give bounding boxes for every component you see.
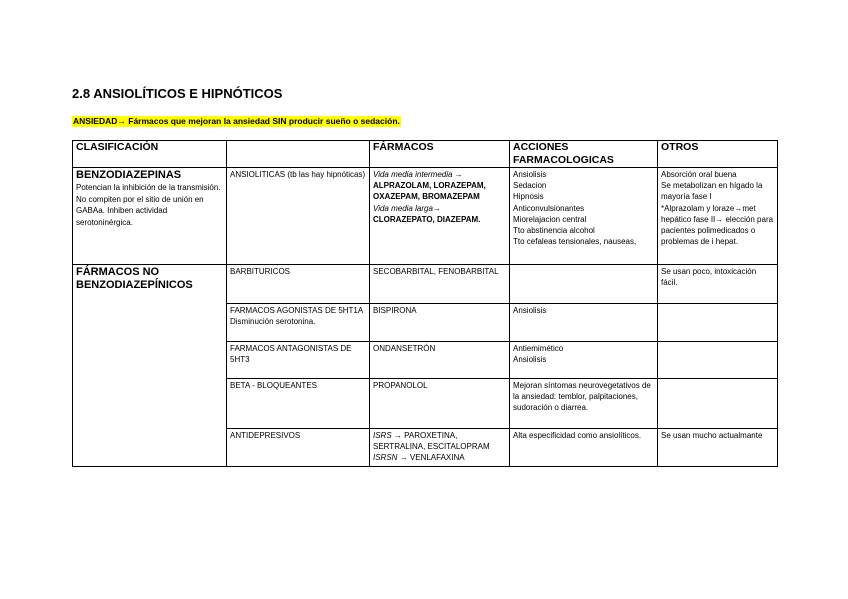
header-clasificacion: CLASIFICACIÓN [73, 141, 227, 168]
acciones-cell: Mejoran síntomas neurovegetativos de la ansiedad: temblor, palpitaciones, sudoración o diarrea. [510, 379, 658, 429]
benzo-larga-label: Vida media larga→ [373, 203, 441, 213]
farmacos-cell [370, 429, 510, 467]
farmacos-cell: ONDANSETRÓN [370, 342, 510, 379]
acciones-cell: Antiemimético Ansiolisis [510, 342, 658, 379]
acciones-cell: Alta especificidad como ansiolíticos. [510, 429, 658, 467]
list-item: Se metabolizan en hígado la mayoría fase I [661, 181, 763, 202]
list-item: Tto abstinencia alcohol [513, 226, 595, 236]
arrow-icon: → [117, 116, 126, 126]
farmacos-cell: BISPIRONA [370, 304, 510, 342]
benzo-intermedia-drugs: ALPRAZOLAM, LORAZEPAM, OXAZEPAM, BROMAZEPAM [373, 181, 486, 202]
intro-term: ANSIEDAD [73, 116, 118, 126]
list-item: Sedacion [513, 181, 547, 191]
subclass-note: Disminución serotonina. [230, 317, 316, 327]
farmacos-cell: SECOBARBITAL, FENOBARBITAL [370, 265, 510, 304]
otros-cell: Se usan poco, intoxicación fácil. [658, 265, 778, 304]
list-item: Miorelajacion central [513, 214, 587, 224]
intro-text: Fármacos que mejoran la ansiedad SIN producir sueño o sedación. [125, 116, 400, 126]
subclass-cell [227, 342, 370, 379]
list-item: Anticonvulsionantes [513, 203, 585, 213]
benzo-otros-cell [658, 168, 778, 265]
table-header-row [73, 141, 778, 168]
list-item: Hipnosis [513, 192, 544, 202]
benzo-farmacos-cell [370, 168, 510, 265]
subclass-cell [227, 379, 370, 429]
list-item: Tto cefaleas tensionales, nauseas, [513, 237, 637, 247]
page-title: 2.8 ANSIOLÍTICOS E HIPNÓTICOS [72, 86, 283, 101]
subclass-cell [227, 265, 370, 304]
header-otros: OTROS [658, 141, 778, 168]
subclass-label: FARMACOS AGONISTAS DE 5HT1A [230, 306, 364, 315]
benzo-subclass-cell: ANSIOLITICAS (tb las hay hipnóticas) [227, 168, 370, 265]
benzo-acciones-cell [510, 168, 658, 265]
isrsn-drugs: → VENLAFAXINA [399, 453, 465, 463]
otros-cell [658, 379, 778, 429]
intro-highlight [72, 116, 401, 127]
header-farmacos: FÁRMACOS [370, 141, 510, 168]
benzo-description: Potencian la inhibición de la transmisión. No compiten por el sitio de unión en GABAa. Inhiben actividad serotoninérgica. [76, 183, 221, 227]
otros-cell: Se usan mucho actualmante [658, 429, 778, 467]
header-subclase [227, 141, 370, 168]
table-row-barbituricos [73, 265, 778, 304]
benzo-classification-cell [73, 168, 227, 265]
list-item: Ansiolisis [513, 170, 547, 179]
nobenzo-title: FÁRMACOS NO BENZODIAZEPÍNICOS [76, 266, 193, 291]
table-row-benzodiazepinas [73, 168, 778, 265]
header-acciones: ACCIONES FARMACOLOGICAS [510, 141, 658, 168]
subclass-cell [227, 304, 370, 342]
benzo-title: BENZODIAZEPINAS [76, 169, 182, 181]
otros-cell [658, 304, 778, 342]
isrs-label: ISRS [373, 431, 392, 440]
subclass-label: FARMACOS ANTAGONISTAS DE 5HT3 [230, 344, 352, 365]
classification-table [72, 140, 778, 467]
acciones-cell: Ansiolisis [510, 304, 658, 342]
isrsn-label: ISRSN [373, 453, 398, 463]
list-item: Absorción oral buena [661, 170, 737, 179]
otros-cell [658, 342, 778, 379]
subclass-label: BETA - BLOQUEANTES [230, 381, 317, 390]
benzo-intermedia-label: Vida media intermedia → [373, 170, 463, 179]
list-item: *Alprazolam y loraze→met hepático fase II→ elección para pacientes polimedicados o problemas de i hepat. [661, 203, 774, 247]
nobenzo-classification-cell [73, 265, 227, 467]
subclass-label: ANTIDEPRESIVOS [230, 431, 301, 440]
farmacos-cell: PROPANOLOL [370, 379, 510, 429]
isrs-drugs: → PAROXETINA, SERTRALINA, ESCITALOPRAM [373, 431, 490, 452]
acciones-cell [510, 265, 658, 304]
subclass-cell [227, 429, 370, 467]
subclass-label: BARBITURICOS [230, 267, 291, 276]
benzo-larga-drugs: CLORAZEPATO, DIAZEPAM. [373, 214, 481, 224]
